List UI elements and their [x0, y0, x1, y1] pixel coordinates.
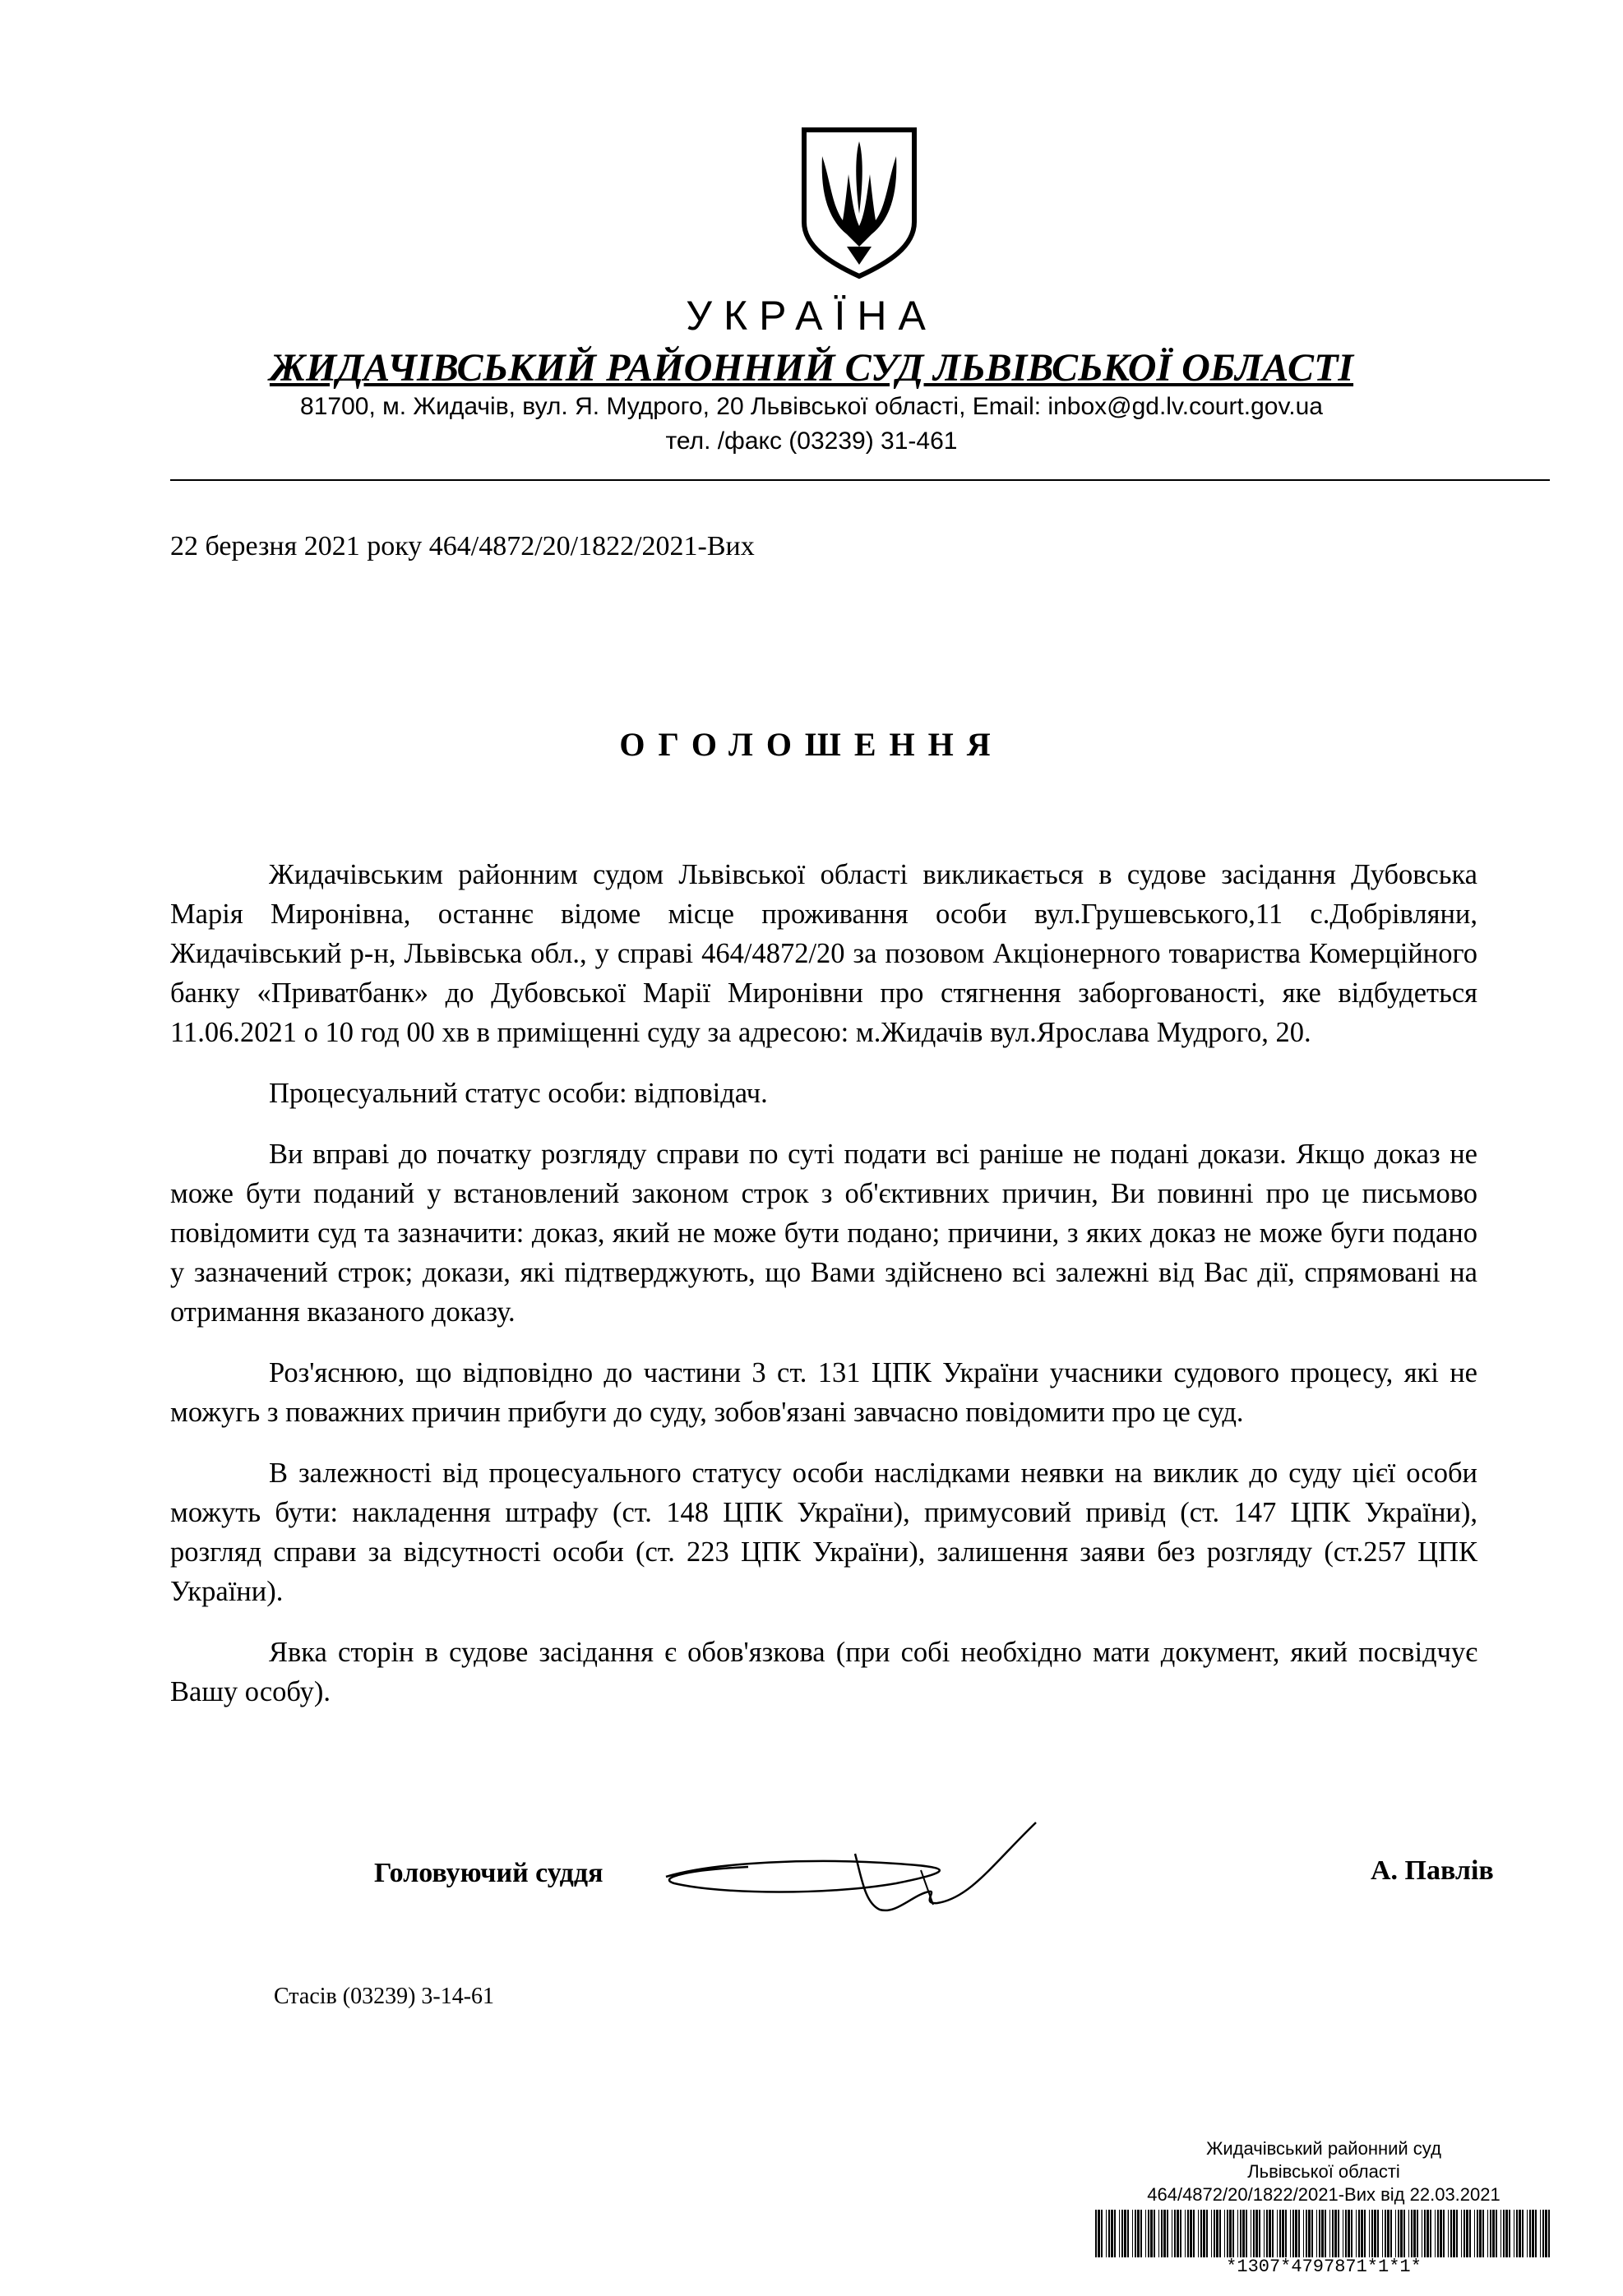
barcode-bar — [1161, 2210, 1163, 2257]
barcode-bar — [1177, 2210, 1179, 2257]
barcode-bar — [1443, 2210, 1445, 2257]
barcode-bar — [1214, 2210, 1215, 2257]
court-name: ЖИДАЧІВСЬКИЙ РАЙОННИЙ СУД ЛЬВІВСЬКОЇ ОБЛАСТІ — [269, 346, 1354, 390]
barcode-bar — [1390, 2210, 1392, 2257]
barcode-bar — [1174, 2210, 1176, 2257]
barcode-bar — [1503, 2210, 1505, 2257]
barcode-bar — [1206, 2210, 1208, 2257]
country-name: УКРАЇНА — [686, 293, 937, 339]
barcode-bar — [1216, 2210, 1218, 2257]
barcode-bar — [1395, 2210, 1396, 2257]
document-body — [170, 855, 1477, 1733]
barcode-bar — [1167, 2210, 1168, 2257]
barcode-bar — [1403, 2210, 1405, 2257]
barcode-bar — [1527, 2210, 1528, 2257]
barcode-bar — [1229, 2210, 1232, 2257]
handwritten-signature — [650, 1813, 1044, 1928]
barcode-bar — [1371, 2210, 1373, 2257]
barcode-bar — [1253, 2210, 1255, 2257]
barcode-bar — [1121, 2210, 1123, 2257]
barcode-bar — [1509, 2210, 1510, 2257]
barcode-bar — [1193, 2210, 1195, 2257]
barcode-bar — [1227, 2210, 1228, 2257]
barcode-bar — [1437, 2210, 1439, 2257]
barcode-bar — [1098, 2210, 1100, 2257]
coat-of-arms-icon — [798, 123, 921, 279]
barcode-bar — [1548, 2210, 1550, 2257]
barcode-bar — [1463, 2210, 1465, 2257]
barcode-bar — [1334, 2210, 1337, 2257]
barcode-bar — [1358, 2210, 1360, 2257]
document-title: ОГОЛОШЕННЯ — [619, 726, 1004, 763]
barcode-bar — [1319, 2210, 1320, 2257]
barcode-bar — [1474, 2210, 1475, 2257]
barcode-bar — [1306, 2210, 1307, 2257]
barcode-bar — [1522, 2210, 1524, 2257]
court-phone: тел. /факс (03239) 31-461 — [665, 427, 958, 455]
barcode-bar — [1264, 2210, 1265, 2257]
clerk-contact: Стасів (03239) 3-14-61 — [274, 1984, 495, 2009]
barcode-bar — [1398, 2210, 1399, 2257]
stamp-court-name: Жидачівський районний суд — [1206, 2138, 1441, 2159]
barcode-bar — [1311, 2210, 1313, 2257]
barcode-bar — [1290, 2210, 1291, 2257]
barcode-bar — [1154, 2210, 1155, 2257]
barcode-bar — [1542, 2210, 1544, 2257]
barcode-bar — [1535, 2210, 1537, 2257]
barcode-bar — [1124, 2210, 1126, 2257]
barcode-bar — [1492, 2210, 1495, 2257]
signer-name: А. Павлів — [1371, 1855, 1494, 1886]
barcode-bar — [1361, 2210, 1363, 2257]
barcode-bar — [1490, 2210, 1491, 2257]
barcode-bar — [1150, 2210, 1153, 2257]
barcode-bar — [1259, 2210, 1260, 2257]
barcode-bar — [1461, 2210, 1462, 2257]
barcode-bar — [1203, 2210, 1205, 2257]
barcode-bar — [1237, 2210, 1238, 2257]
signer-role: Головуючий суддя — [374, 1858, 603, 1888]
barcode-bar — [1180, 2210, 1181, 2257]
barcode-bar — [1240, 2210, 1242, 2257]
barcode-bar — [1329, 2210, 1330, 2257]
barcode-bar — [1269, 2210, 1271, 2257]
barcode-bar — [1266, 2210, 1268, 2257]
barcode-bar — [1332, 2210, 1334, 2257]
registration-stamp — [1094, 2137, 1554, 2206]
barcode-bar — [1374, 2210, 1376, 2257]
barcode-bar — [1272, 2210, 1274, 2257]
barcode-bar — [1246, 2210, 1247, 2257]
barcode-bar — [1114, 2210, 1116, 2257]
barcode-bar — [1101, 2210, 1103, 2257]
court-address: 81700, м. Жидачів, вул. Я. Мудрого, 20 Львівської області, Email: inbox@gd.lv.court.gov.ua — [300, 393, 1323, 420]
barcode-bar — [1285, 2210, 1287, 2257]
barcode-bar — [1424, 2210, 1426, 2257]
barcode-bar — [1400, 2210, 1403, 2257]
barcode-bar — [1505, 2210, 1508, 2257]
outgoing-number: 22 березня 2021 року 464/4872/20/1822/2021-Вих — [170, 531, 755, 561]
barcode-bar — [1111, 2210, 1113, 2257]
barcode-bar — [1325, 2210, 1326, 2257]
barcode-bar — [1496, 2210, 1497, 2257]
barcode-bar — [1219, 2210, 1221, 2257]
barcode-bar — [1295, 2210, 1297, 2257]
barcode-bar — [1385, 2210, 1386, 2257]
barcode-bar — [1187, 2210, 1189, 2257]
barcode-bar — [1453, 2210, 1455, 2257]
barcode-bar — [1190, 2210, 1192, 2257]
barcode-bar — [1430, 2210, 1431, 2257]
barcode-bar — [1408, 2210, 1409, 2257]
paragraph: В залежності від процесуального статусу особи наслідками неявки на виклик до суду цієї особи можуть бути: накладення штрафу (ст. 148 ЦПК України), примусовий привід (ст. 147 ЦПК України), розгляд справи за відсутності особи (ст. 223 ЦПК України), залишення заяви без розгляду (ст.257 ЦПК України). — [170, 1458, 1477, 1607]
barcode-bar — [1211, 2210, 1212, 2257]
barcode-bar — [1163, 2210, 1166, 2257]
barcode-bar — [1348, 2210, 1350, 2257]
barcode-bar — [1516, 2210, 1518, 2257]
paragraph: Явка сторін в судове засідання є обов'язкова (при собі необхідно мати документ, який посвідчує Вашу особу). — [170, 1637, 1477, 1707]
barcode-bar — [1435, 2210, 1436, 2257]
barcode-bar — [1119, 2210, 1120, 2257]
barcode-bar — [1135, 2210, 1136, 2257]
barcode-bar — [1338, 2210, 1339, 2257]
barcode-bar — [1303, 2210, 1304, 2257]
barcode-bar — [1450, 2210, 1452, 2257]
barcode-bar — [1411, 2210, 1413, 2257]
barcode-bar — [1387, 2210, 1389, 2257]
barcode-bar — [1426, 2210, 1429, 2257]
barcode-bar — [1540, 2210, 1541, 2257]
paragraph: Жидачівським районним судом Львівської області викликається в судове засідання Дубовська Марія Миронівна, останнє відоме місце проживання особи вул.Грушевського,11 с.Добрівляни, Жидачівський р-н, Львівська обл., у справі 464/4872/20 за позовом Акціонерного товариства Комерційного банку «Приватбанк» до Дубовської Марії Миронівни про стягнення заборгованості, яке відбудеться 11.06.2021 о 10 год 00 хв в приміщенні суду за адресою: м.Жидачів вул.Ярослава Мудрого, 20. — [170, 859, 1477, 1048]
barcode-bar — [1298, 2210, 1300, 2257]
barcode-bar — [1308, 2210, 1311, 2257]
barcode-bar — [1469, 2210, 1471, 2257]
barcode-bar — [1356, 2210, 1357, 2257]
barcode-bar — [1132, 2210, 1133, 2257]
barcode-bar — [1255, 2210, 1258, 2257]
barcode-bar — [1456, 2210, 1458, 2257]
barcode-bar — [1477, 2210, 1478, 2257]
barcode-bar — [1095, 2210, 1097, 2257]
barcode-bar — [1448, 2210, 1449, 2257]
barcode-bar — [1279, 2210, 1281, 2257]
barcode-bar — [1224, 2210, 1225, 2257]
barcode-bar — [1545, 2210, 1547, 2257]
stamp-region: Львівської області — [1247, 2161, 1400, 2182]
barcode-bar — [1382, 2210, 1383, 2257]
barcode-bar — [1198, 2210, 1199, 2257]
barcode-bar — [1292, 2210, 1294, 2257]
barcode-bar — [1377, 2210, 1379, 2257]
barcode-bar — [1106, 2210, 1107, 2257]
stamp-reg-number: 464/4872/20/1822/2021-Вих від 22.03.2021 — [1147, 2184, 1500, 2205]
barcode-bar — [1364, 2210, 1366, 2257]
barcode-bar — [1519, 2210, 1521, 2257]
barcode — [1094, 2210, 1554, 2257]
barcode-bar — [1242, 2210, 1245, 2257]
barcode-bar — [1145, 2210, 1146, 2257]
paragraph: Роз'яснюю, що відповідно до частини 3 ст. 131 ЦПК України учасники судового процесу, які не можугь з поважних причин прибуги до суду, зобов'язані завчасно повідомити про це суд. — [170, 1357, 1477, 1428]
barcode-bar — [1200, 2210, 1202, 2257]
barcode-bar — [1413, 2210, 1416, 2257]
barcode-bar — [1137, 2210, 1140, 2257]
barcode-bar — [1532, 2210, 1534, 2257]
barcode-bar — [1369, 2210, 1370, 2257]
barcode-bar — [1185, 2210, 1186, 2257]
barcode-bar — [1482, 2210, 1484, 2257]
barcode-bar — [1487, 2210, 1488, 2257]
paragraph: Ви вправі до початку розгляду справи по суті подати всі раніше не подані докази. Якщо доказ не може бути поданий у встановлений законом строк з об'єктивних причин, Ви повинні про це письмово повідомити суд та зазначити: доказ, який не може бути подано; причини, з яких доказ не може буги подано у зазначений строк; докази, які підтверджують, що Вами здійснено всі залежні від Вас дії, спрямовані на отримання вказаного доказу. — [170, 1139, 1477, 1328]
barcode-bar — [1321, 2210, 1324, 2257]
barcode-bar — [1345, 2210, 1347, 2257]
paragraph: Процесуальний статус особи: відповідач. — [269, 1078, 768, 1109]
barcode-bar — [1277, 2210, 1278, 2257]
barcode-bar — [1500, 2210, 1501, 2257]
barcode-bar — [1148, 2210, 1149, 2257]
barcode-bar — [1127, 2210, 1129, 2257]
barcode-bar — [1529, 2210, 1531, 2257]
barcode-bar — [1316, 2210, 1317, 2257]
barcode-bar — [1232, 2210, 1234, 2257]
barcode-bar — [1282, 2210, 1284, 2257]
header-divider — [170, 479, 1550, 481]
barcode-bar — [1417, 2210, 1418, 2257]
barcode-bar — [1351, 2210, 1352, 2257]
barcode-bar — [1479, 2210, 1482, 2257]
barcode-bar — [1158, 2210, 1159, 2257]
barcode-bar — [1440, 2210, 1442, 2257]
barcode-number: *1307*4797871*1*1* — [1226, 2257, 1422, 2277]
barcode-bar — [1140, 2210, 1142, 2257]
barcode-bar — [1466, 2210, 1468, 2257]
barcode-bar — [1108, 2210, 1110, 2257]
